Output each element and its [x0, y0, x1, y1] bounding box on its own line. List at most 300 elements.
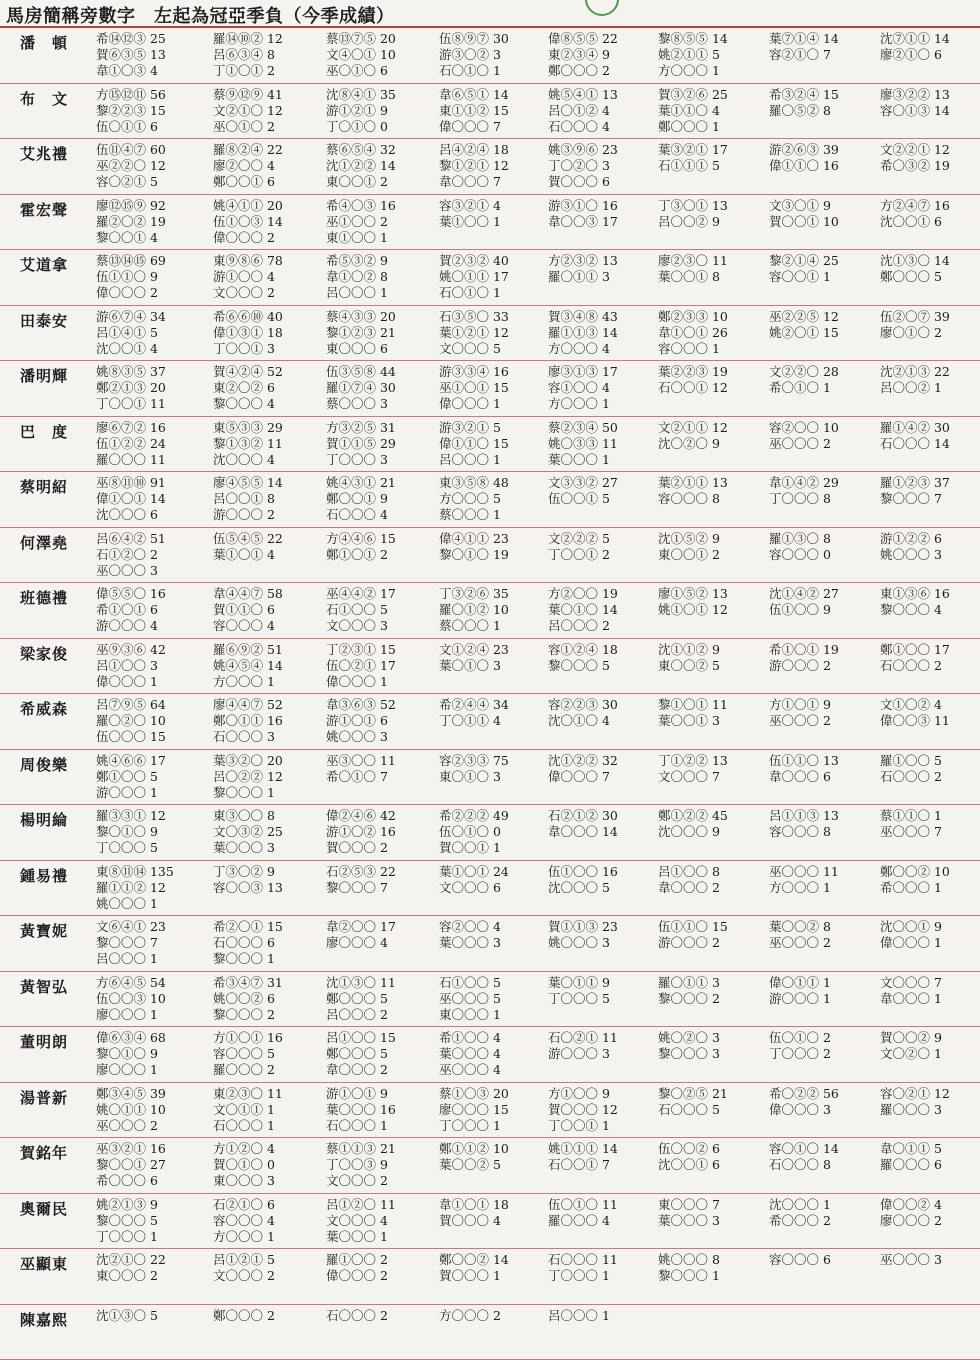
stable-stat: 游〇〇〇 2 [213, 507, 321, 523]
stable-stat: 黎②②③ 15 [96, 103, 204, 119]
stable-stat: 丁〇①① 4 [439, 713, 547, 729]
stable-stat: 東③〇〇 8 [213, 808, 321, 824]
jockey-name: 艾道拿 [20, 254, 92, 275]
stable-stat: 葉③②〇 20 [213, 753, 321, 769]
stable-stat: 石〇〇〇 1 [326, 1118, 434, 1134]
stable-stat: 呂④②④ 18 [439, 142, 547, 158]
stable-stat: 巫④④② 17 [326, 586, 434, 602]
stable-stat: 姚②〇① 15 [769, 325, 877, 341]
stable-cell [439, 1197, 547, 1229]
stable-stat: 丁〇〇① 1 [548, 1118, 656, 1134]
stable-stat: 呂①〇〇 8 [658, 864, 766, 880]
stable-stat: 東⑨⑧⑥ 78 [213, 253, 321, 269]
stable-stat: 巫〇〇〇 3 [96, 563, 204, 579]
stable-cell [213, 642, 321, 690]
stable-stat: 方②〇〇 19 [548, 586, 656, 602]
stable-cell [96, 87, 204, 135]
stable-stat: 希①〇〇 4 [439, 1030, 547, 1046]
stable-cell [658, 142, 766, 174]
stable-stat: 丁③〇① 13 [658, 198, 766, 214]
stable-cell [658, 31, 766, 79]
stable-cell [96, 586, 204, 634]
stable-stat: 姚④③① 21 [326, 475, 434, 491]
stable-stat: 葉〇〇〇 3 [213, 840, 321, 856]
stable-stat: 石①②〇 2 [96, 547, 204, 563]
stable-stat: 廖③②② 13 [880, 87, 980, 103]
stable-cell [96, 253, 204, 301]
stable-cells [96, 475, 976, 525]
stable-cell [769, 309, 877, 341]
jockey-row [0, 1027, 980, 1083]
stable-stat: 希〇①〇 7 [326, 769, 434, 785]
stable-stat: 呂〇〇〇 1 [96, 951, 204, 967]
stable-stat: 偉〇〇〇 1 [880, 935, 980, 951]
stable-cell [880, 808, 980, 840]
stable-stat: 伍③⑤⑧ 44 [326, 364, 434, 380]
stable-stat: 東①①② 15 [439, 103, 547, 119]
stable-cell [548, 697, 656, 729]
stable-cell [326, 1252, 434, 1284]
stable-cells [96, 253, 976, 303]
stable-stat: 文〇〇〇 6 [439, 880, 547, 896]
stable-stat: 伍〇〇① 5 [548, 491, 656, 507]
stable-stat: 姚③⑨⑥ 23 [548, 142, 656, 158]
stable-stat: 伍⑪④⑦ 60 [96, 142, 204, 158]
stable-stat: 羅①②③ 37 [880, 475, 980, 491]
jockey-row [0, 1305, 980, 1360]
jockey-name: 楊明綸 [20, 809, 92, 830]
stable-stat: 呂①〇〇 15 [326, 1030, 434, 1046]
stable-cell [213, 420, 321, 468]
stable-stat: 黎〇〇〇 1 [658, 1268, 766, 1284]
stable-stat: 丁〇〇〇 8 [769, 491, 877, 507]
stable-stat: 伍①①〇 9 [96, 269, 204, 285]
stable-cell [439, 864, 547, 896]
stable-stat: 丁③〇② 9 [213, 864, 321, 880]
stable-cells [96, 864, 976, 914]
stable-cell [213, 31, 321, 79]
stable-cells [96, 642, 976, 692]
stable-cells [96, 309, 976, 359]
stable-cell [96, 531, 204, 579]
stable-cell [880, 642, 980, 674]
stable-cell [880, 697, 980, 729]
stable-stat: 方①〇① 9 [769, 697, 877, 713]
stable-stat: 丁〇〇〇 1 [439, 1118, 547, 1134]
stable-stat: 葉〇〇〇 16 [326, 1102, 434, 1118]
stable-stat: 文③③② 27 [548, 475, 656, 491]
stable-stat: 黎〇〇〇 5 [548, 658, 656, 674]
stable-stat: 巫〇①〇 6 [326, 63, 434, 79]
stable-stat: 賀①①⑤ 29 [326, 436, 434, 452]
stable-stat: 希〇②② 56 [769, 1086, 877, 1102]
stable-stat: 葉〇〇② 5 [439, 1157, 547, 1173]
stable-stat: 賀〇〇〇 6 [548, 174, 656, 190]
stable-stat: 姚⑧③⑤ 37 [96, 364, 204, 380]
stable-stat: 呂①④① 5 [96, 325, 204, 341]
stable-stat: 偉⑤⑤〇 16 [96, 586, 204, 602]
stable-stat: 羅①⑦④ 30 [326, 380, 434, 396]
stable-stat: 黎〇〇〇 5 [96, 1213, 204, 1229]
stable-cell [439, 808, 547, 856]
stable-cell [880, 1086, 980, 1118]
stable-stat: 方①〇① 16 [213, 1030, 321, 1046]
stable-stat: 游〇〇〇 1 [96, 785, 204, 801]
stable-cells [96, 31, 976, 81]
stable-stat: 丁〇〇〇 1 [96, 1229, 204, 1245]
stable-cell [326, 975, 434, 1023]
stable-cell [96, 420, 204, 468]
stable-stat: 容②②③ 30 [548, 697, 656, 713]
stable-stat: 東③⑤⑧ 48 [439, 475, 547, 491]
stable-stat: 韋〇〇〇 7 [439, 174, 547, 190]
stable-cell [96, 753, 204, 801]
stable-cell [96, 1197, 204, 1245]
stable-cell [880, 364, 980, 396]
stable-stat: 丁②③① 15 [326, 642, 434, 658]
stable-stat: 偉①①〇 15 [439, 436, 547, 452]
stable-stat: 巫〇〇〇 7 [880, 824, 980, 840]
stable-stat: 呂〇②② 12 [213, 769, 321, 785]
stable-cell [880, 31, 980, 63]
stable-stat: 廖②①〇 6 [880, 47, 980, 63]
stable-cell [658, 1030, 766, 1062]
stable-cell [769, 87, 877, 119]
stable-stat: 葉〇〇② 8 [769, 919, 877, 935]
stable-cell [96, 1308, 204, 1324]
stable-stat: 羅〇②〇 10 [96, 713, 204, 729]
stable-stat: 韋〇〇〇 2 [326, 1062, 434, 1078]
stable-cell [439, 31, 547, 79]
stable-stat: 東②③④ 9 [548, 47, 656, 63]
stable-stat: 文〇③② 25 [213, 824, 321, 840]
stable-cells [96, 87, 976, 137]
stable-cell [439, 87, 547, 135]
jockey-name: 鍾易禮 [20, 865, 92, 886]
jockey-name: 潘 頓 [20, 32, 92, 53]
jockey-row [0, 916, 980, 972]
stable-stat: 文④〇① 10 [326, 47, 434, 63]
stable-stat: 鄭〇〇〇 5 [326, 1046, 434, 1062]
stable-stat: 游①②② 6 [880, 531, 980, 547]
stable-stat: 巫②②⑤ 12 [769, 309, 877, 325]
jockey-name: 巫顯東 [20, 1253, 92, 1274]
stable-stat: 丁〇〇① 2 [548, 547, 656, 563]
stable-stat: 羅⑧②④ 22 [213, 142, 321, 158]
stable-stat: 石〇〇〇 14 [880, 436, 980, 452]
stable-cell [326, 142, 434, 190]
stable-cells [96, 1141, 976, 1191]
stable-stat: 文①〇② 4 [880, 697, 980, 713]
jockey-row [0, 694, 980, 750]
stable-stat: 丁③②⑥ 35 [439, 586, 547, 602]
stable-stat: 東〇〇〇 6 [326, 341, 434, 357]
stable-stat: 沈①⑤② 9 [658, 531, 766, 547]
stable-stat: 方〇〇〇 1 [548, 396, 656, 412]
stable-stat: 巫〇〇〇 2 [769, 713, 877, 729]
jockey-row [0, 250, 980, 306]
stable-stat: 廖④④⑦ 52 [213, 697, 321, 713]
stable-stat: 丁〇〇③ 9 [326, 1157, 434, 1173]
stable-cell [658, 1086, 766, 1118]
stable-stat: 羅〇⑤② 8 [769, 103, 877, 119]
stable-cell [548, 1308, 656, 1324]
stable-stat: 石③⑤〇 33 [439, 309, 547, 325]
stable-stat: 文〇〇〇 2 [326, 1173, 434, 1189]
stable-cell [96, 142, 204, 190]
jockey-name: 艾兆禮 [20, 143, 92, 164]
stable-cell [326, 198, 434, 246]
jockey-row [0, 972, 980, 1028]
stable-cell [880, 753, 980, 785]
stable-cell [213, 586, 321, 634]
stable-cell [213, 808, 321, 856]
stable-stat: 蔡〇〇〇 1 [439, 618, 547, 634]
stable-stat: 姚②①③ 9 [96, 1197, 204, 1213]
stable-cell [548, 420, 656, 468]
stable-stat: 巫〇〇〇 11 [769, 864, 877, 880]
jockey-name: 田泰安 [20, 310, 92, 331]
stable-stat: 葉〇〇〇 4 [439, 1046, 547, 1062]
stable-stat: 蔡①①〇 1 [880, 808, 980, 824]
stable-cell [880, 142, 980, 174]
stable-cell [326, 31, 434, 79]
stable-cell [548, 753, 656, 785]
stable-stat: 方〇〇〇 5 [439, 491, 547, 507]
stable-stat: 東〇〇① 2 [658, 547, 766, 563]
stable-stat: 容〇〇③ 13 [213, 880, 321, 896]
stable-stat: 伍〇〇③ 10 [96, 991, 204, 1007]
stable-stat: 韋〇〇③ 17 [548, 214, 656, 230]
stable-stat: 東⑧⑪⑭ 135 [96, 864, 204, 880]
jockey-row [0, 1083, 980, 1139]
stable-stat: 偉〇〇〇 1 [326, 674, 434, 690]
stable-stat: 黎〇〇① 27 [96, 1157, 204, 1173]
stable-cell [439, 1086, 547, 1134]
stable-stat: 葉〇①〇 3 [439, 658, 547, 674]
stable-stat: 姚⑤④① 13 [548, 87, 656, 103]
stable-stat: 韋〇①① 5 [880, 1141, 980, 1157]
stable-cell [213, 531, 321, 563]
stable-stat: 游〇〇〇 1 [769, 991, 877, 1007]
stable-stat: 賀〇〇② 9 [880, 1030, 980, 1046]
stable-stat: 巫〇①〇 2 [213, 119, 321, 135]
stable-stat: 方〇〇〇 4 [548, 341, 656, 357]
stable-stat: 韋〇〇〇 14 [548, 824, 656, 840]
stable-stat: 偉〇〇② 4 [880, 1197, 980, 1213]
stable-stat: 方〇〇〇 2 [439, 1308, 547, 1324]
stable-stat: 伍〇①〇 2 [769, 1030, 877, 1046]
stable-stat: 巫③②① 16 [96, 1141, 204, 1157]
stable-stat: 伍〇①① 6 [96, 119, 204, 135]
stable-cell [548, 475, 656, 507]
stable-stat: 廖④⑤⑤ 14 [213, 475, 321, 491]
stable-stat: 黎②①④ 25 [769, 253, 877, 269]
stable-stat: 巫〇〇〇 4 [439, 1062, 547, 1078]
stable-stat: 容〇①〇 14 [769, 1141, 877, 1157]
stable-cell [769, 919, 877, 951]
stable-stat: 石〇〇〇 6 [213, 935, 321, 951]
stable-cell [439, 753, 547, 785]
stable-cell [213, 198, 321, 246]
stable-stat: 姚〇〇〇 3 [880, 547, 980, 563]
stable-stat: 羅〇〇〇 4 [548, 1213, 656, 1229]
stable-stat: 羅〇〇〇 3 [880, 1102, 980, 1118]
stable-cell [326, 420, 434, 468]
stable-stat: 容②〇〇 4 [439, 919, 547, 935]
stable-stat: 東〇〇② 5 [658, 658, 766, 674]
stable-stat: 方④④⑥ 15 [326, 531, 434, 547]
stable-stat: 羅〇〇〇 6 [880, 1157, 980, 1173]
stable-stat: 容〇①③ 14 [880, 103, 980, 119]
stable-stat: 文〇〇〇 3 [326, 618, 434, 634]
stable-stat: 游〇〇〇 4 [96, 618, 204, 634]
stable-stat: 羅①〇〇 2 [326, 1252, 434, 1268]
stable-cell [548, 808, 656, 840]
stable-stat: 鄭②③③ 10 [658, 309, 766, 325]
stable-stat: 丁①②② 13 [658, 753, 766, 769]
stable-stat: 方〇〇〇 1 [213, 674, 321, 690]
stable-cell [658, 364, 766, 396]
stable-stat: 文⑥④① 23 [96, 919, 204, 935]
stable-stat: 沈〇②〇 9 [658, 436, 766, 452]
stable-stat: 容〇〇① 1 [769, 269, 877, 285]
stable-cell [213, 364, 321, 412]
stable-stat: 伍①〇〇 9 [769, 602, 877, 618]
stable-cell [769, 586, 877, 618]
stable-cell [96, 697, 204, 745]
stable-stat: 希②②② 49 [439, 808, 547, 824]
stable-stat: 方〇〇〇 1 [658, 63, 766, 79]
stable-cell [326, 753, 434, 785]
stable-cell [96, 864, 204, 912]
stable-cell [96, 1030, 204, 1078]
stable-stat: 姚①〇① 12 [658, 602, 766, 618]
stable-stat: 游③②① 5 [439, 420, 547, 436]
stable-cell [658, 753, 766, 785]
stable-stat: 鄭〇〇〇 1 [658, 119, 766, 135]
stable-stat: 希②〇① 15 [213, 919, 321, 935]
stable-stat: 偉〇〇〇 3 [769, 1102, 877, 1118]
stable-stat: 姚④①① 20 [213, 198, 321, 214]
jockey-row [0, 583, 980, 639]
stable-cell [326, 1141, 434, 1189]
stable-stat: 東②〇② 6 [213, 380, 321, 396]
stable-stat: 蔡⑥⑤④ 32 [326, 142, 434, 158]
stable-stat: 沈〇〇〇 6 [96, 507, 204, 523]
stable-stat: 賀③④⑧ 43 [548, 309, 656, 325]
stable-stat: 黎〇〇〇 7 [96, 935, 204, 951]
stable-stat: 呂①①③ 13 [769, 808, 877, 824]
stable-stat: 希⑤③② 9 [326, 253, 434, 269]
stable-stat: 沈⑦①① 14 [880, 31, 980, 47]
stable-stat: 石②①〇 6 [213, 1197, 321, 1213]
stable-stat: 廖③①③ 17 [548, 364, 656, 380]
stable-stat: 呂⑦⑨⑤ 64 [96, 697, 204, 713]
stable-stat: 鄭〇〇② 10 [880, 864, 980, 880]
stable-stat: 伍①②② 24 [96, 436, 204, 452]
stable-stat: 沈⑧④① 35 [326, 87, 434, 103]
stable-stat: 呂①②① 5 [213, 1252, 321, 1268]
stable-cell [658, 198, 766, 230]
stable-stat: 蔡②③④ 50 [548, 420, 656, 436]
stable-cells [96, 364, 976, 414]
jockey-row [0, 1138, 980, 1194]
stable-stat: 偉①③① 18 [213, 325, 321, 341]
stable-stat: 黎⑧⑤⑤ 14 [658, 31, 766, 47]
stable-stat: 葉〇①〇 14 [548, 602, 656, 618]
stable-stat: 游〇〇〇 3 [548, 1046, 656, 1062]
stable-cells [96, 531, 976, 581]
stable-stat: 廖②③〇 11 [658, 253, 766, 269]
stable-cell [213, 1030, 321, 1078]
stable-stat: 賀⑥③⑤ 13 [96, 47, 204, 63]
stable-stat: 鄭〇〇〇 2 [213, 1308, 321, 1324]
jockey-row [0, 28, 980, 84]
stable-cell [880, 1141, 980, 1173]
stable-stat: 葉①〇〇 1 [439, 214, 547, 230]
stable-cell [439, 586, 547, 634]
stable-stat: 賀〇〇① 1 [439, 840, 547, 856]
stable-stat: 東①③⑥ 16 [880, 586, 980, 602]
stable-stat: 姚〇③③ 11 [548, 436, 656, 452]
stable-cell [213, 697, 321, 745]
stable-stat: 羅〇①② 10 [439, 602, 547, 618]
stable-cells [96, 420, 976, 470]
stable-stat: 游①〇② 16 [326, 824, 434, 840]
stable-stat: 文〇〇〇 7 [658, 769, 766, 785]
stable-stat: 羅③③① 12 [96, 808, 204, 824]
jockey-name: 董明朗 [20, 1031, 92, 1052]
stable-cell [880, 1197, 980, 1229]
stable-cell [880, 531, 980, 563]
stable-stat: 黎〇〇〇 4 [880, 602, 980, 618]
stable-stat: 游①②① 9 [326, 103, 434, 119]
stable-cell [96, 919, 204, 967]
stable-stat: 韋④④⑦ 58 [213, 586, 321, 602]
stable-cell [213, 1308, 321, 1324]
stable-stat: 偉〇〇〇 2 [96, 285, 204, 301]
stable-stat: 廖〇〇〇 1 [96, 1062, 204, 1078]
stable-stat: 韋①〇① 26 [658, 325, 766, 341]
stable-cell [548, 1197, 656, 1229]
stable-cells [96, 697, 976, 747]
stable-cell [880, 253, 980, 285]
stable-stat: 葉③②① 17 [658, 142, 766, 158]
stable-stat: 賀④②④ 52 [213, 364, 321, 380]
stable-stat: 呂〇〇〇 2 [548, 618, 656, 634]
stable-stat: 呂〇①② 4 [548, 103, 656, 119]
stable-stat: 石〇〇① 7 [548, 1157, 656, 1173]
jockey-name: 巴 度 [20, 421, 92, 442]
stable-stat: 偉②④⑥ 42 [326, 808, 434, 824]
stable-stat: 黎〇〇〇 7 [326, 880, 434, 896]
stable-stat: 鄭〇①① 16 [213, 713, 321, 729]
stable-stat: 游〇〇〇 2 [658, 935, 766, 951]
stable-stat: 方①②〇 4 [213, 1141, 321, 1157]
stable-stat: 希〇〇〇 2 [769, 1213, 877, 1229]
stable-cell [548, 1086, 656, 1134]
stable-stat: 沈②①③ 22 [880, 364, 980, 380]
stable-stat: 石②⑤③ 22 [326, 864, 434, 880]
stable-cells [96, 1252, 976, 1302]
stable-stat: 姚①①① 14 [548, 1141, 656, 1157]
stable-stat: 羅⑥⑨② 51 [213, 642, 321, 658]
stable-stat: 偉④①① 23 [439, 531, 547, 547]
stable-stat: 廖①⑤② 13 [658, 586, 766, 602]
stable-stat: 蔡①①③ 21 [326, 1141, 434, 1157]
stable-stat: 羅①④② 30 [880, 420, 980, 436]
